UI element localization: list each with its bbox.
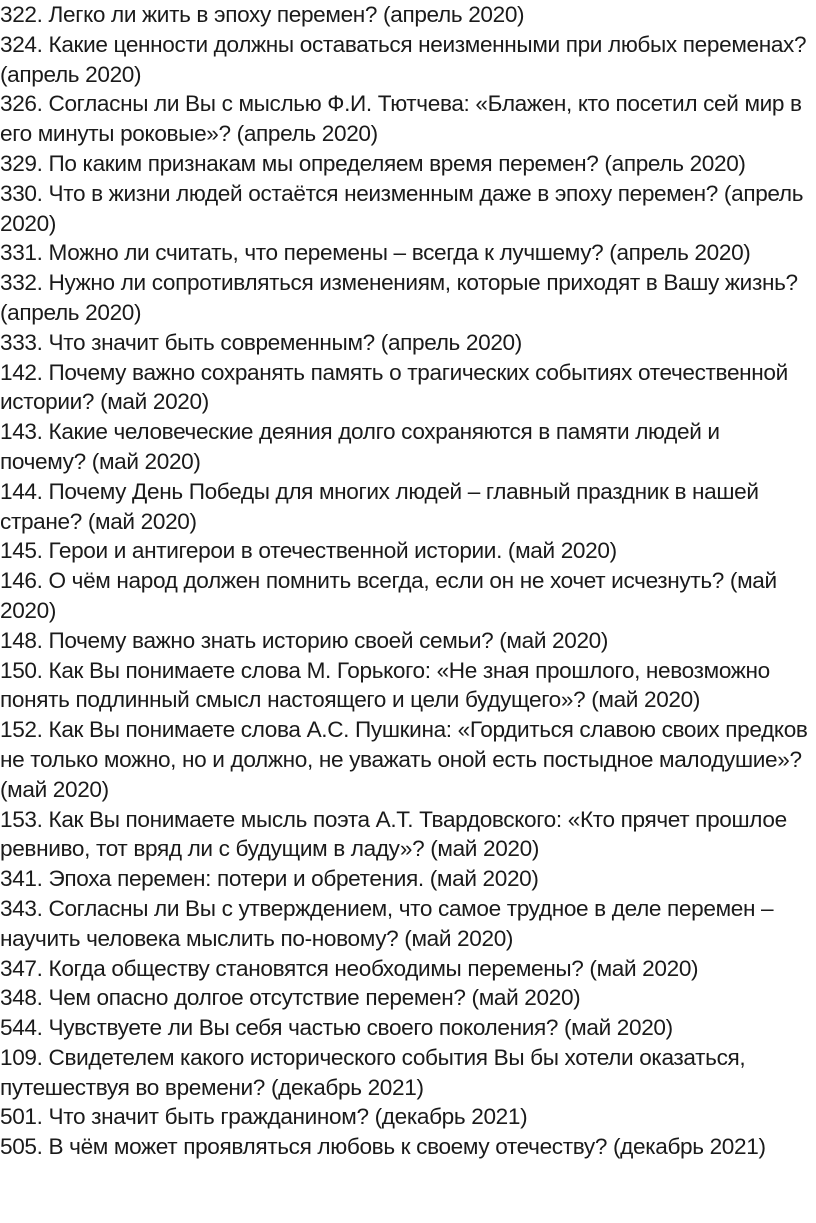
list-item: 343. Согласны ли Вы с утверждением, что самое трудное в деле перемен – научить человека мыслить по-новому? (май 2020) — [0, 895, 774, 951]
list-item: 348. Чем опасно долгое отсутствие перемен? (май 2020) — [0, 985, 581, 1011]
list-item: 322. Легко ли жить в эпоху перемен? (апрель 2020) — [0, 2, 525, 27]
list-item: 347. Когда обществу становятся необходимы перемены? (май 2020) — [0, 955, 699, 981]
list-item: 544. Чувствуете ли Вы себя частью своего поколения? (май 2020) — [0, 1015, 673, 1041]
list-item: 144. Почему День Победы для многих людей – главный праздник в нашей стране? (май 2020) — [0, 478, 759, 534]
list-item: 332. Нужно ли сопротивляться изменениям, которые приходят в Вашу жизнь? (апрель 2020) — [0, 270, 798, 325]
list-item: 341. Эпоха перемен: потери и обретения. (май 2020) — [0, 866, 539, 892]
list-item: 501. Что значит быть гражданином? (декабрь 2021) — [0, 1104, 528, 1130]
list-item: 109. Свидетелем какого исторического события Вы бы хотели оказаться, путешествуя во времени? (декабрь 2021) — [0, 1044, 746, 1100]
list-item: 146. О чём народ должен помнить всегда, если он не хочет исчезнуть? (май 2020) — [0, 568, 777, 623]
list-item: 145. Герои и антигерои в отечественной истории. (май 2020) — [0, 538, 617, 564]
list-item: 153. Как Вы понимаете мысль поэта А.Т. Твардовского: «Кто прячет прошлое ревниво, тот вряд ли с будущим в ладу»? (май 2020) — [0, 806, 787, 862]
list-item: 150. Как Вы понимаете слова М. Горького: «Не зная прошлого, невозможно понять подлинный смысл настоящего и цели будущего»? (май 2020) — [0, 657, 770, 713]
list-item: 148. Почему важно знать историю своей семьи? (май 2020) — [0, 627, 609, 653]
list-item: 333. Что значит быть современным? (апрель 2020) — [0, 329, 522, 355]
list-item: 324. Какие ценности должны оставаться неизменными при любых переменах? (апрель 2020) — [0, 31, 807, 87]
list-item: 329. По каким признакам мы определяем время перемен? (апрель 2020) — [0, 150, 746, 176]
list-item: 330. Что в жизни людей остаётся неизменным даже в эпоху перемен? (апрель 2020) — [0, 180, 804, 236]
list-item: 152. Как Вы понимаете слова А.С. Пушкина: «Гордиться славою своих предков не только можно, но и должно, не уважать оной есть постыдное малодушие»? (май 2020) — [0, 717, 808, 802]
list-item: 326. Согласны ли Вы с мыслью Ф.И. Тютчева: «Блажен, кто посетил сей мир в его минуты роковые»? (апрель 2020) — [0, 91, 802, 147]
list-item: 143. Какие человеческие деяния долго сохраняются в памяти людей и почему? (май 2020) — [0, 419, 720, 474]
list-item: 505. В чём может проявляться любовь к своему отечеству? (декабрь 2021) — [0, 1134, 766, 1160]
list-item: 331. Можно ли считать, что перемены – всегда к лучшему? (апрель 2020) — [0, 240, 751, 266]
list-item: 142. Почему важно сохранять память о трагических событиях отечественной истории? (май 2020) — [0, 359, 788, 415]
